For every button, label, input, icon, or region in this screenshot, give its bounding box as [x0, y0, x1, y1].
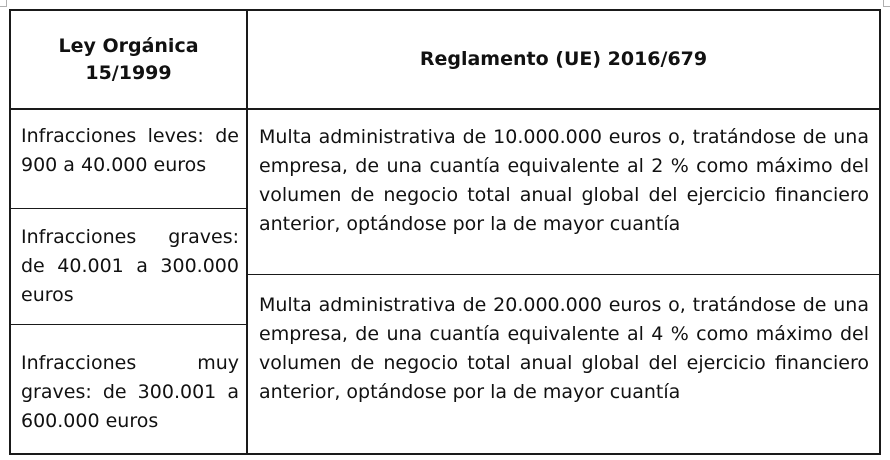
comparison-table — [9, 9, 881, 455]
row-divider-right-1 — [248, 274, 879, 275]
corner-mark-top-right — [883, 0, 890, 7]
cell-serious-infractions: Infracciones graves: de 40.001 a 300.000 euros — [21, 226, 239, 306]
cell-minor-infractions: Infracciones leves: de 900 a 40.000 euros — [21, 125, 239, 176]
row-divider-left-2 — [11, 324, 246, 325]
header-regulation: Reglamento (UE) 2016/679 — [419, 48, 708, 70]
cell-very-serious-infractions: Infracciones muy graves: de 300.001 a 600.000 euros — [21, 352, 239, 432]
row-divider-left-1 — [11, 208, 246, 209]
cell-fine-2-percent: Multa administrativa de 10.000.000 euros o, tratándose de una empresa, de una cuantía equivalente al 2 % como máximo del volumen de negocio total anual global del ejercicio financiero anterior, optándose por la de mayor cuantía — [259, 126, 869, 235]
header-organic-law: Ley Orgánica 15/1999 — [58, 34, 199, 84]
cell-fine-4-percent: Multa administrativa de 20.000.000 euros o, tratándose de una empresa, de una cuantía equivalente al 4 % como máximo del volumen de negocio total anual global del ejercicio financiero anterior, optándose por la de mayor cuantía — [259, 294, 869, 403]
corner-mark-top-left — [0, 0, 7, 7]
header-divider — [11, 108, 879, 110]
